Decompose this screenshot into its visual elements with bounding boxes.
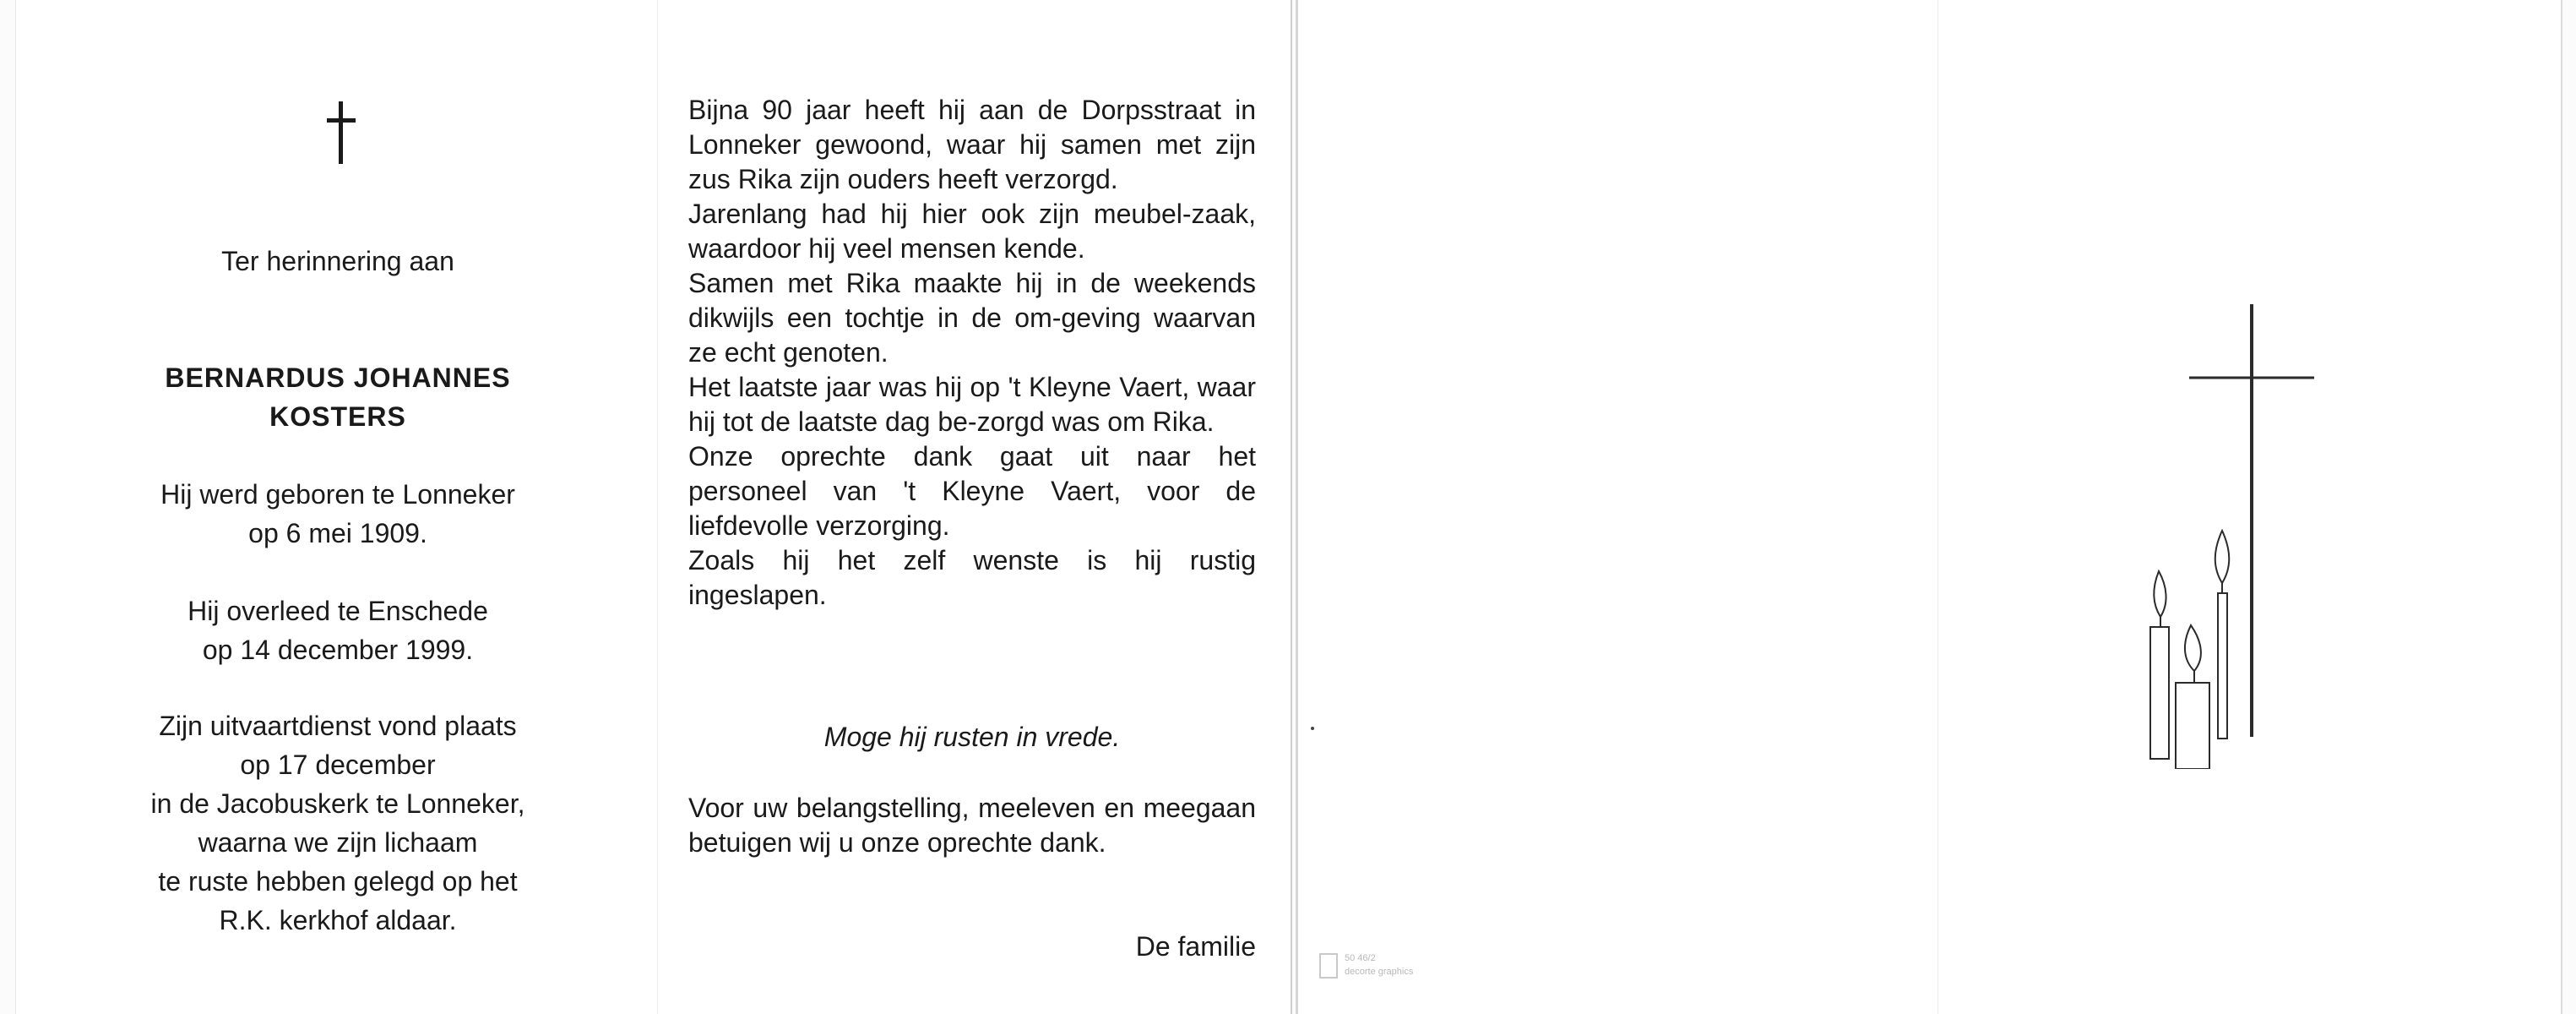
printer-logo-icon [1319,953,1338,979]
death-info [84,592,591,669]
funeral-info [84,706,591,940]
death-line: Hij overleed te Enschede [187,596,488,626]
funeral-line: op 17 december [240,750,436,780]
death-line: op 14 december 1999. [202,635,474,665]
printer-code: 50 46/2 [1345,953,1376,963]
biography-paragraph: Onze oprechte dank gaat uit naar het personeel van 't Kleyne Vaert, voor de liefdevolle verzorging. [688,441,1256,541]
fold-line-left [657,0,658,1014]
biography-paragraph: Jarenlang had hij hier ook zijn meubel-zaak, waardoor hij veel mensen kende. [688,199,1256,264]
printer-text [1345,951,1413,979]
cross-icon [323,101,359,164]
printer-name: decorte graphics [1345,967,1414,977]
thanks-text: Voor uw belangstelling, meeleven en meegaan betuigen wij u onze oprechte dank. [688,793,1256,858]
printer-mark [1319,951,1488,985]
cross-with-candles-icon [2128,296,2348,769]
deceased-name-last: KOSTERS [269,401,406,432]
card-panel-back [1296,0,1937,1014]
family-signature: De familie [1135,931,1256,962]
funeral-line: waarna we zijn lichaam [198,827,478,858]
birth-line: Hij werd geboren te Lonneker [160,479,515,510]
biography-paragraph: Het laatste jaar was hij op 't Kleyne Vaert, waar hij tot de laatste dag be-zorgd was om Rika. [688,372,1256,437]
fold-line-right [1937,0,1938,1014]
funeral-line: te ruste hebben gelegd op het [158,866,518,897]
funeral-line: R.K. kerkhof aldaar. [219,905,457,935]
deceased-name-first: BERNARDUS JOHANNES [165,363,511,393]
biography [688,93,1256,613]
biography-paragraph: Bijna 90 jaar heeft hij aan de Dorpsstraat in Lonneker gewoond, waar hij samen met zijn zus Rika zijn ouders heeft verzorgd. [688,95,1256,194]
funeral-line: Zijn uitvaartdienst vond plaats [159,711,517,741]
funeral-line: in de Jacobuskerk te Lonneker, [150,788,525,819]
prayer-line: Moge hij rusten in vrede. [823,722,1121,752]
birth-info [84,475,591,553]
memorial-intro: Ter herinnering aan [221,246,454,276]
biography-paragraph: Zoals hij het zelf wenste is hij rustig ingeslapen. [688,545,1256,610]
paper-speck [1311,727,1314,730]
biography-paragraph: Samen met Rika maakte hij in de weekends dikwijls een tochtje in de om-geving waarvan ze echt genoten. [688,268,1256,368]
birth-line: op 6 mei 1909. [248,518,427,548]
